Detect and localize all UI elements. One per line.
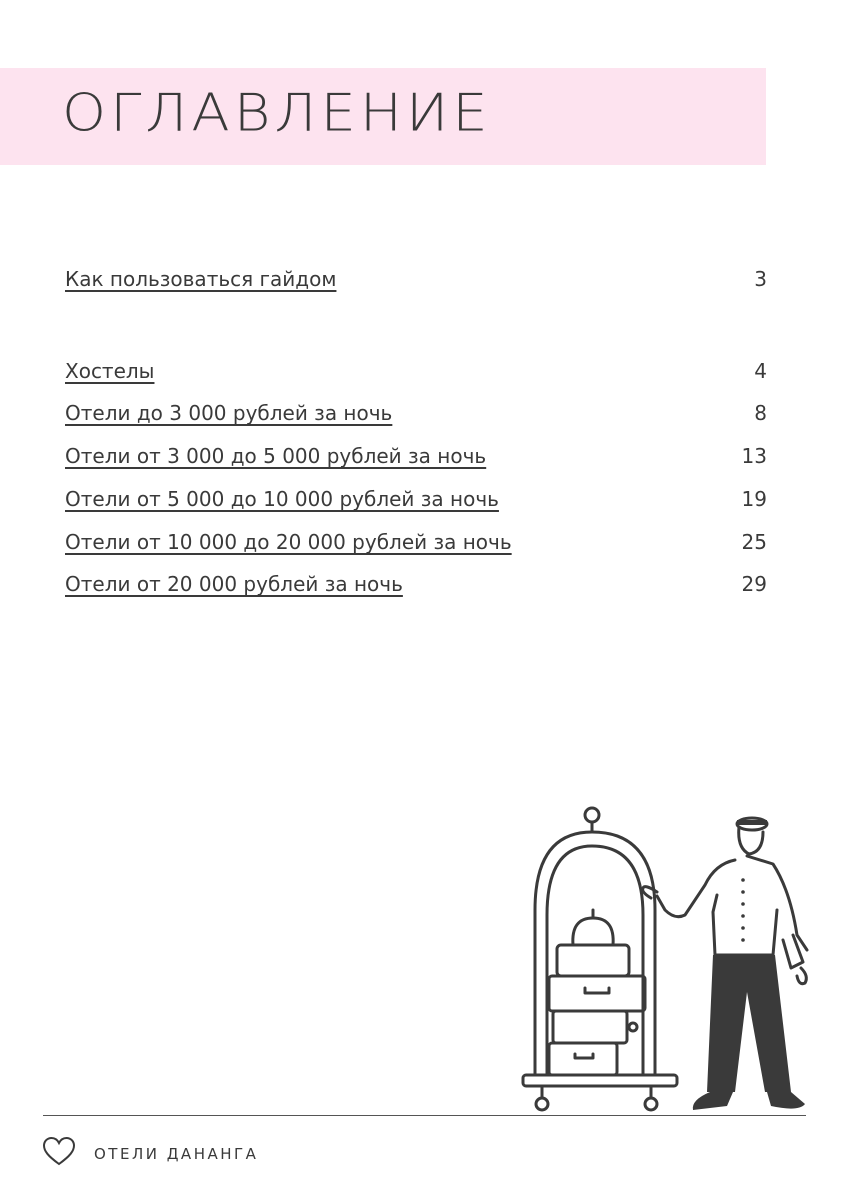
footer-divider xyxy=(43,1115,806,1116)
heart-icon xyxy=(42,1136,76,1168)
footer-title: ОТЕЛИ ДАНАНГА xyxy=(94,1145,259,1163)
toc-item-label[interactable]: Отели от 10 000 до 20 000 рублей за ночь xyxy=(65,530,512,554)
toc-item-label[interactable]: Отели до 3 000 рублей за ночь xyxy=(65,401,393,425)
toc-item-label[interactable]: Отели от 5 000 до 10 000 рублей за ночь xyxy=(65,487,499,511)
toc-item-page: 25 xyxy=(741,530,767,554)
toc-item-label[interactable]: Отели от 20 000 рублей за ночь xyxy=(65,572,403,596)
toc-item-page: 29 xyxy=(741,572,767,596)
toc-item[interactable] xyxy=(65,267,767,295)
toc-item[interactable] xyxy=(65,444,767,472)
toc-item-page: 3 xyxy=(754,267,767,291)
toc-item-label[interactable]: Хостелы xyxy=(65,359,155,383)
page-title: ОГЛАВЛЕНИЕ xyxy=(62,83,492,144)
toc-item[interactable] xyxy=(65,359,767,387)
toc-item[interactable] xyxy=(65,487,767,515)
bellhop-illustration xyxy=(515,800,815,1118)
toc-item-page: 8 xyxy=(754,401,767,425)
toc-item-page: 19 xyxy=(741,487,767,511)
toc-item[interactable] xyxy=(65,530,767,558)
toc-item-page: 4 xyxy=(754,359,767,383)
toc-item-page: 13 xyxy=(741,444,767,468)
toc-item[interactable] xyxy=(65,401,767,429)
toc-item-label[interactable]: Отели от 3 000 до 5 000 рублей за ночь xyxy=(65,444,487,468)
toc-item[interactable] xyxy=(65,572,767,600)
toc-item-label[interactable]: Как пользоваться гайдом xyxy=(65,267,337,291)
